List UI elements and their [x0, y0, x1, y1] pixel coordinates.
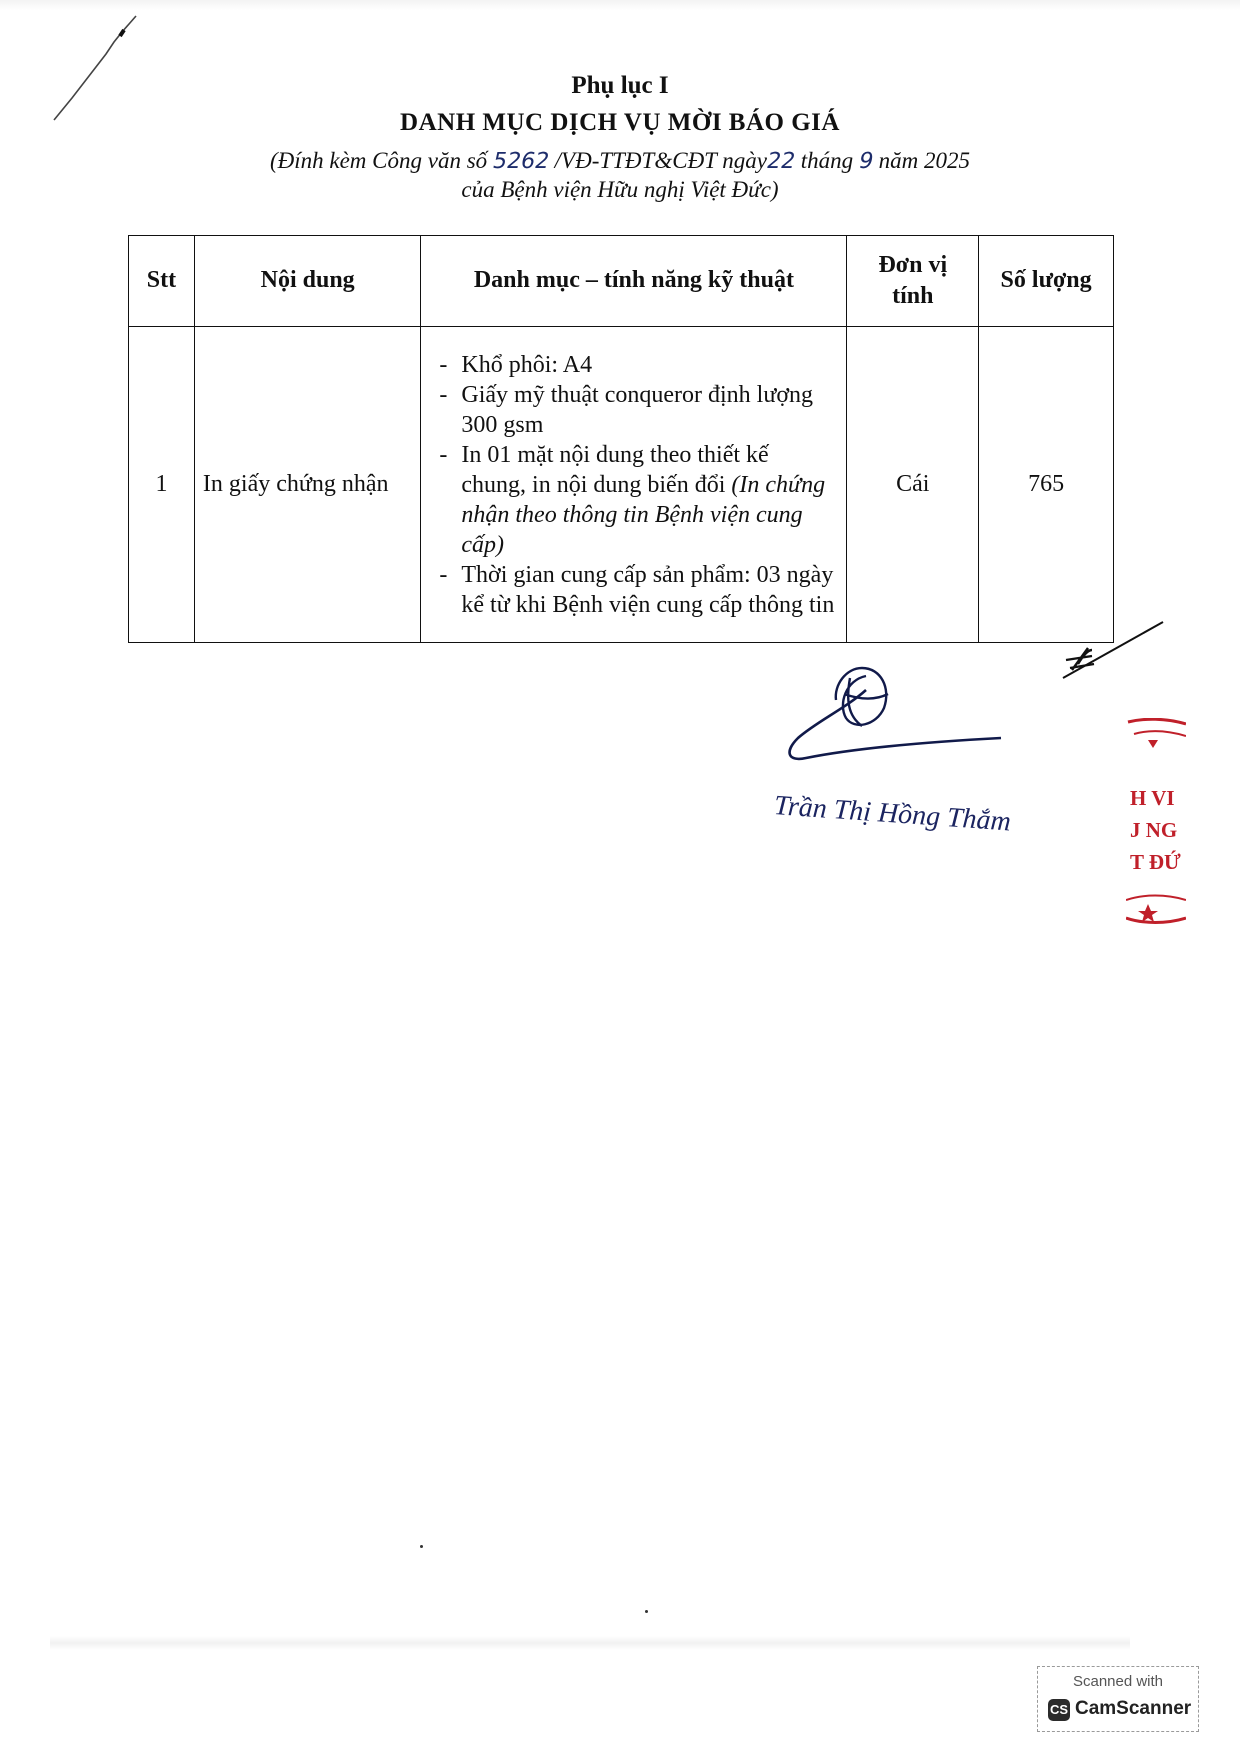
spec-text: Giấy mỹ thuật conqueror định lượng 300 gsm — [461, 381, 814, 438]
initials-mark — [1058, 620, 1168, 680]
spec-item — [429, 380, 838, 440]
appendix-label: Phụ lục I — [571, 72, 669, 99]
spec-item — [429, 440, 838, 560]
month-label: tháng — [795, 148, 859, 173]
spec-text: Khổ phôi: A4 — [461, 351, 593, 378]
spec-item — [429, 560, 838, 620]
table-header-row — [129, 236, 1114, 327]
cell-content: In giấy chứng nhận — [194, 327, 420, 643]
camscanner-logo-icon: CS — [1048, 1699, 1070, 1721]
spec-text: Thời gian cung cấp sản phẩm: 03 ngày kể từ khi Bệnh viện cung cấp thông tin — [461, 561, 835, 618]
cell-spec — [421, 327, 847, 643]
header-stt: Stt — [129, 236, 195, 327]
scan-speck — [645, 1610, 648, 1613]
scan-corner-mark — [44, 14, 144, 124]
seal-text: T ĐỨ — [1130, 850, 1181, 874]
document-title: DANH MỤC DỊCH VỤ MỜI BÁO GIÁ — [400, 109, 840, 136]
cell-stt: 1 — [129, 327, 195, 643]
spec-list — [429, 350, 838, 620]
attachment-line — [0, 148, 1240, 174]
spec-note: (In chứng nhận theo thông tin Bệnh viện cung cấp) — [461, 471, 826, 558]
spec-item — [429, 350, 838, 380]
signer-name: Trần Thị Hồng Thắm — [772, 790, 1012, 838]
header-spec: Danh mục – tính năng kỹ thuật — [421, 236, 847, 327]
header-unit: Đơn vị tính — [847, 236, 979, 327]
attachment-prefix: (Đính kèm Công văn số — [269, 148, 493, 173]
document-number-handwritten: 5262 — [490, 149, 552, 174]
spec-text: In 01 mặt nội dung theo thiết kế chung, in nội dung biến đổi — [461, 441, 769, 498]
day-handwritten: 22 — [764, 149, 798, 174]
seal-text: J NG — [1130, 818, 1178, 842]
watermark-brand: CamScanner — [1075, 1698, 1192, 1719]
hospital-seal — [1126, 718, 1186, 928]
header-content: Nội dung — [194, 236, 420, 327]
scan-edge-top — [0, 0, 1240, 10]
signature-scribble — [776, 660, 1016, 780]
cell-quantity: 765 — [979, 327, 1114, 643]
scan-speck — [420, 1545, 423, 1548]
month-handwritten: 9 — [856, 149, 876, 174]
camscanner-watermark — [1037, 1666, 1199, 1732]
year-label: năm 2025 — [872, 148, 971, 173]
cell-unit: Cái — [847, 327, 979, 643]
attachment-code: /VĐ-TTĐT&CĐT ngày — [548, 148, 768, 173]
seal-text: H VI — [1130, 786, 1175, 810]
scan-edge-bottom — [50, 1636, 1130, 1650]
attachment-line-2: của Bệnh viện Hữu nghị Việt Đức) — [461, 177, 779, 202]
header-quantity: Số lượng — [979, 236, 1114, 327]
watermark-caption: Scanned with — [1072, 1673, 1164, 1690]
service-table — [128, 235, 1114, 643]
table-row — [129, 327, 1114, 643]
